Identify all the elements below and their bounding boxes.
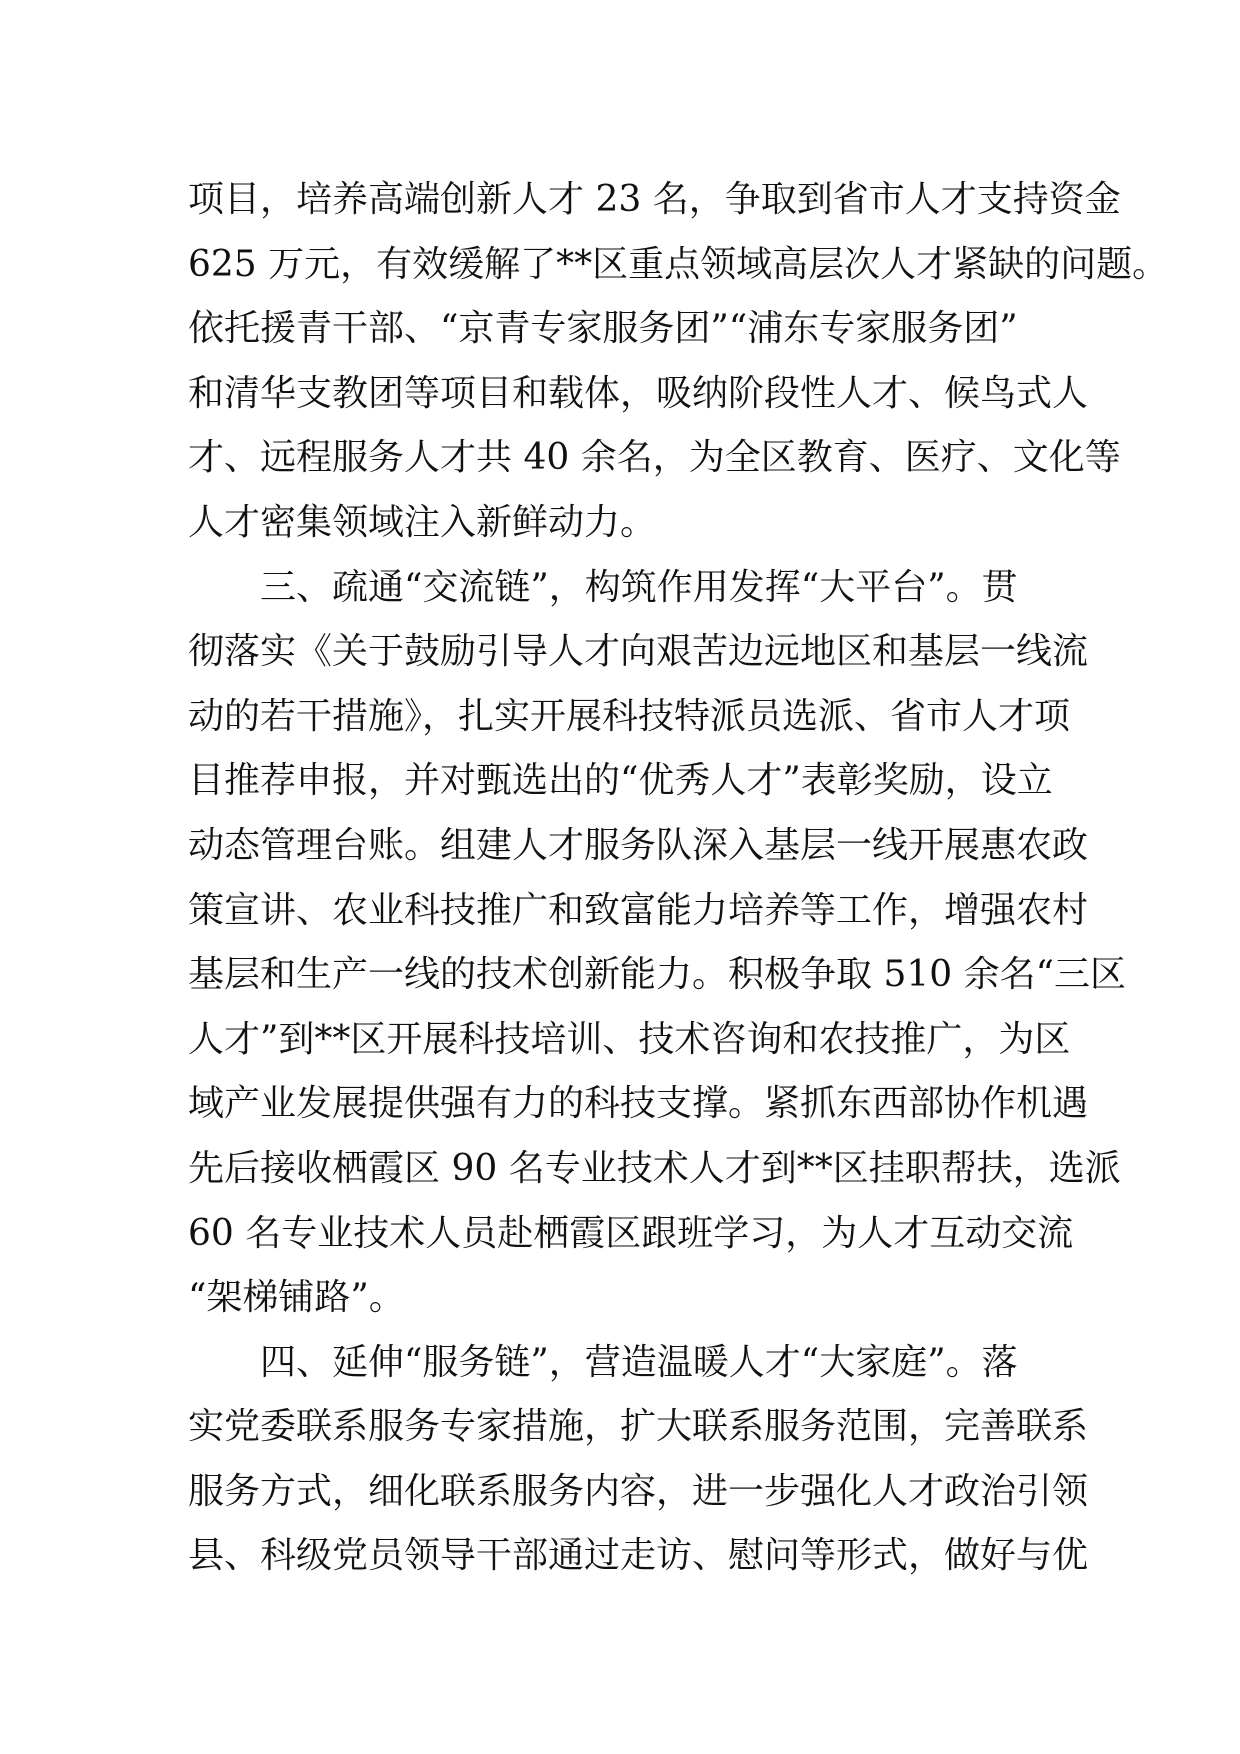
- body-text: [188, 168, 1169, 1589]
- text-line: 目推荐申报，并对甄选出的“优秀人才”表彰奖励，设立: [188, 760, 1053, 802]
- text-line: 才、远程服务人才共 40 余名，为全区教育、医疗、文化等: [188, 437, 1121, 479]
- text-line: 依托援青干部、“京青专家服务团”“浦东专家服务团”: [188, 308, 1018, 350]
- text-line: 动态管理台账。组建人才服务队深入基层一线开展惠农政: [188, 824, 1089, 866]
- text-line: 服务方式，细化联系服务内容，进一步强化人才政治引领: [188, 1470, 1089, 1512]
- text-line: 基层和生产一线的技术创新能力。积极争取 510 余名“三区: [188, 954, 1127, 996]
- text-line: 彻落实《关于鼓励引导人才向艰苦边远地区和基层一线流: [188, 631, 1089, 673]
- text-line: 人才密集领域注入新鲜动力。: [188, 501, 657, 543]
- section-heading-line: 四、延伸“服务链”，营造温暖人才“大家庭”。落: [188, 1341, 1018, 1383]
- text-line: 60 名专业技术人员赴栖霞区跟班学习，为人才互动交流: [188, 1212, 1074, 1254]
- text-line: 域产业发展提供强有力的科技支撑。紧抓东西部协作机遇: [188, 1083, 1089, 1125]
- text-line: 和清华支教团等项目和载体，吸纳阶段性人才、候鸟式人: [188, 372, 1089, 414]
- text-line: 县、科级党员领导干部通过走访、慰问等形式，做好与优: [188, 1535, 1089, 1577]
- text-line: 人才”到**区开展科技培训、技术咨询和农技推广，为区: [188, 1018, 1071, 1060]
- text-line: 实党委联系服务专家措施，扩大联系服务范围，完善联系: [188, 1406, 1089, 1448]
- section-heading-line: 三、疏通“交流链”，构筑作用发挥“大平台”。贯: [188, 566, 1018, 608]
- text-line: “架梯铺路”。: [188, 1277, 405, 1319]
- text-line: 策宣讲、农业科技推广和致富能力培养等工作，增强农村: [188, 889, 1089, 931]
- text-line: 项目，培养高端创新人才 23 名，争取到省市人才支持资金: [188, 179, 1121, 220]
- text-line: 先后接收栖霞区 90 名专业技术人才到**区挂职帮扶，选派: [188, 1147, 1121, 1189]
- text-line: 动的若干措施》，扎实开展科技特派员选派、省市人才项: [188, 695, 1071, 737]
- text-line: 625 万元，有效缓解了**区重点领域高层次人才紧缺的问题。: [188, 243, 1169, 285]
